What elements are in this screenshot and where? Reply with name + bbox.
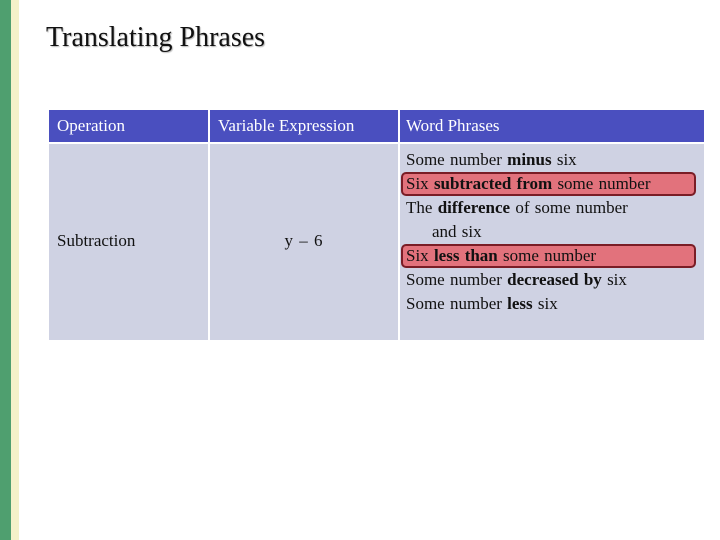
phrase-text: some number — [552, 174, 651, 193]
slide-title: Translating Phrases — [46, 22, 266, 53]
phrase-list — [406, 148, 702, 316]
operation-cell — [49, 144, 208, 340]
header-operation: Operation — [49, 110, 208, 142]
header-word-phrases: Word Phrases — [400, 110, 704, 142]
operation-name: Subtraction — [57, 231, 136, 250]
word-phrases-cell — [400, 144, 704, 340]
variable-expression: y – 6 — [284, 231, 324, 250]
phrase-keyword: less — [507, 294, 533, 313]
phrase-text: Six — [406, 174, 434, 193]
phrase-text: six — [551, 150, 577, 169]
expression-cell — [210, 144, 398, 340]
phrase-minus — [406, 148, 702, 172]
phrase-subtracted-from-highlighted — [401, 172, 696, 196]
sidebar-accent-green — [0, 0, 11, 540]
phrase-text: Some number — [406, 150, 508, 169]
operations-table — [49, 110, 704, 340]
phrase-less — [406, 292, 702, 316]
phrase-text: six — [532, 294, 558, 313]
phrase-text: some number — [497, 246, 597, 265]
sidebar-accent-yellow — [11, 0, 19, 540]
phrase-text: and six — [432, 222, 482, 241]
phrase-difference — [406, 196, 702, 220]
phrase-less-than-highlighted — [401, 244, 696, 268]
header-variable-expression: Variable Expression — [210, 110, 398, 142]
phrase-keyword: difference — [437, 198, 511, 217]
phrase-difference-continued — [406, 220, 702, 244]
phrase-text: six — [601, 270, 627, 289]
phrase-text: Six — [406, 246, 434, 265]
phrase-text: The — [406, 198, 438, 217]
phrase-keyword: decreased by — [507, 270, 602, 289]
phrase-decreased-by — [406, 268, 702, 292]
phrase-text: of some number — [510, 198, 628, 217]
phrase-text: Some number — [406, 270, 508, 289]
phrase-text: Some number — [406, 294, 508, 313]
phrase-keyword: minus — [507, 150, 552, 169]
phrase-keyword: subtracted from — [433, 174, 553, 193]
phrase-keyword: less than — [433, 246, 498, 265]
